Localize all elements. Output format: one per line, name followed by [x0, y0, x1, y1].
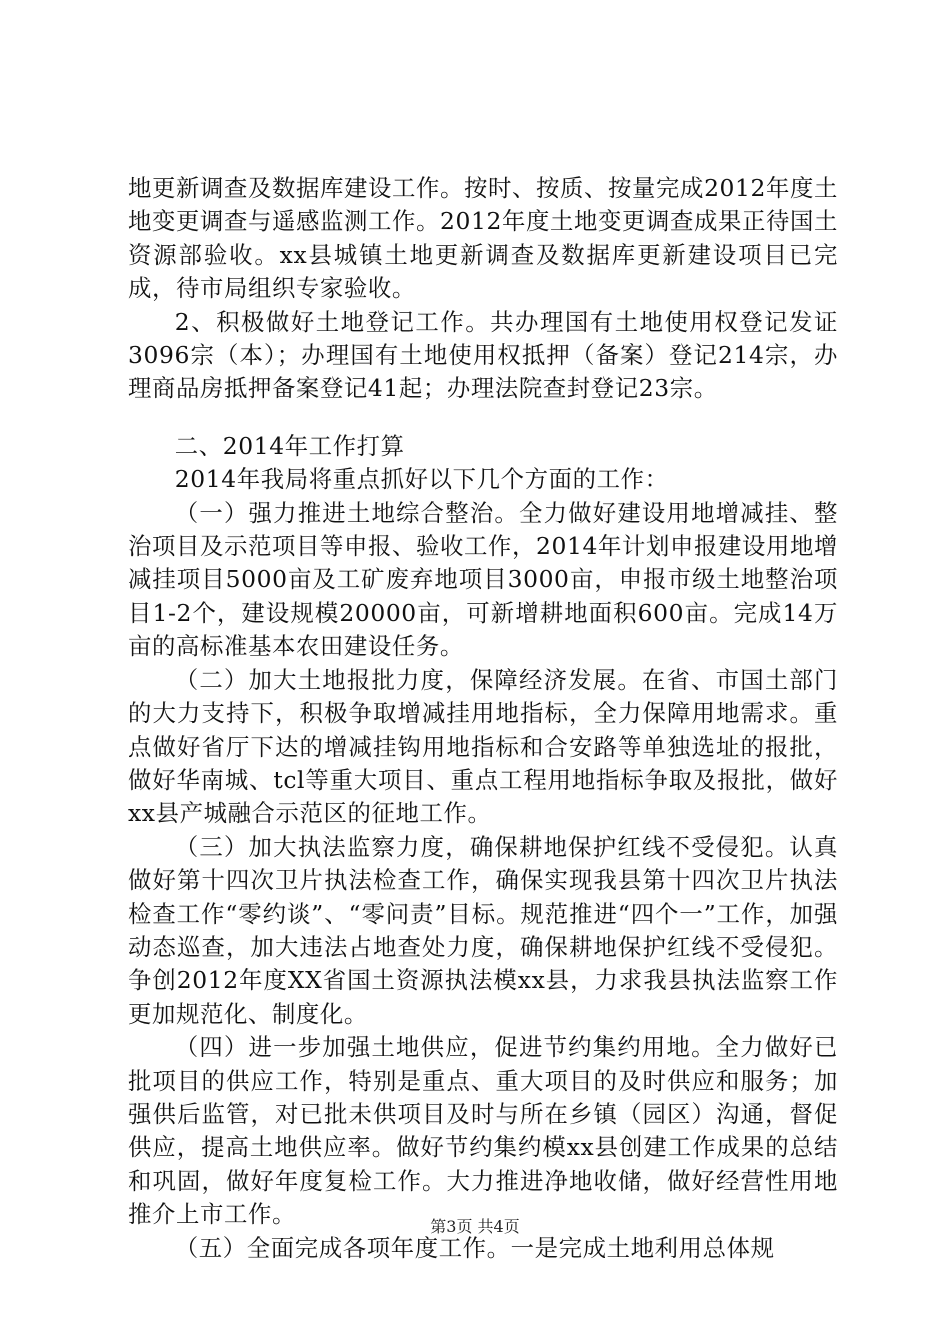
page-footer: 第3页 共4页 — [430, 1217, 520, 1236]
paragraph-land-registration: 2、积极做好土地登记工作。共办理国有土地使用权登记发证3096宗（本）；办理国有土地使用权抵押（备案）登记214宗，办理商品房抵押备案登记41起；办理法院查封登记23宗。 — [128, 307, 838, 403]
plan-item-4: （四）进一步加强土地供应，促进节约集约用地。全力做好已批项目的供应工作，特别是重点、重大项目的及时供应和服务；加强供后监管，对已批未供项目及时与所在乡镇（园区）沟通，督促供应，提高土地供应率。做好节约集约模xx县创建工作成果的总结和巩固，做好年度复检工作。大力推进净地收储，做好经营性用地推介上市工作。 — [128, 1033, 838, 1229]
plan-item-5: （五）全面完成各项年度工作。一是完成土地利用总体规 — [174, 1233, 775, 1262]
paragraph-continued: 地更新调查及数据库建设工作。按时、按质、按量完成2012年度土地变更调查与遥感监测工作。2012年度土地变更调查成果正待国土资源部验收。xx县城镇土地更新调查及数据库更新建设项目已完成，待市局组织专家验收。 — [128, 174, 838, 303]
plan-item-3: （三）加大执法监察力度，确保耕地保护红线不受侵犯。认真做好第十四次卫片执法检查工作，确保实现我县第十四次卫片执法检查工作“零约谈”、“零问责”目标。规范推进“四个一”工作，加强动态巡查，加大违法占地查处力度，确保耕地保护红线不受侵犯。争创2012年度XX省国土资源执法模xx县，力求我县执法监察工作更加规范化、制度化。 — [128, 832, 838, 1028]
plan-item-2: （二）加大土地报批力度，保障经济发展。在省、市国土部门的大力支持下，积极争取增减挂用地指标，全力保障用地需求。重点做好省厅下达的增减挂钩用地指标和合安路等单独选址的报批，做好华南城、tcl等重大项目、重点工程用地指标争取及报批，做好xx县产城融合示范区的征地工作。 — [128, 665, 838, 828]
section-heading: 二、2014年工作打算 — [174, 431, 405, 460]
document-body — [128, 172, 838, 1265]
section-intro: 2014年我局将重点抓好以下几个方面的工作： — [174, 465, 669, 494]
plan-item-1: （一）强力推进土地综合整治。全力做好建设用地增减挂、整治项目及示范项目等申报、验收工作，2014年计划申报建设用地增减挂项目5000亩及工矿废弃地项目3000亩，申报市级土地整治项目1-2个，建设规模20000亩，可新增耕地面积600亩。完成14万亩的高标准基本农田建设任务。 — [128, 498, 838, 661]
paragraph-spacer — [128, 406, 838, 430]
